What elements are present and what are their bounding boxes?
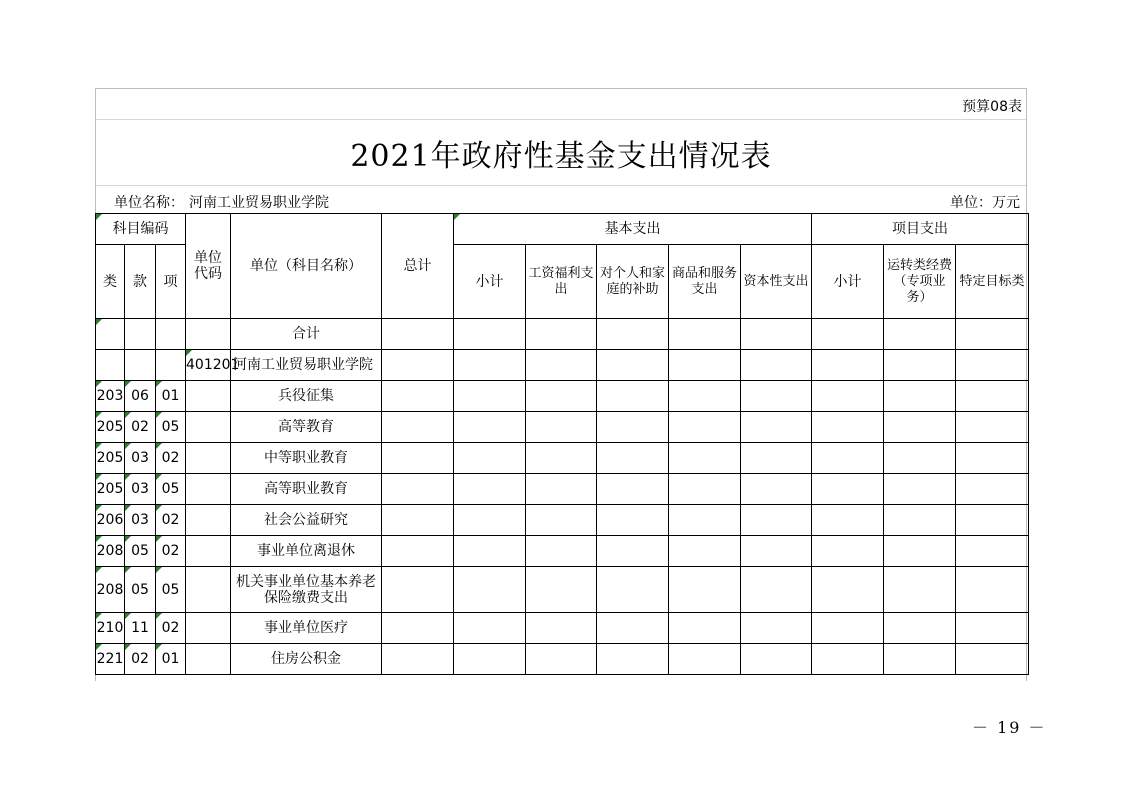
- cell-unit-code: [186, 567, 231, 613]
- cell-name: 机关事业单位基本养老保险缴费支出: [231, 567, 382, 613]
- cell-name: 合计: [231, 319, 382, 350]
- cell-lei: 206: [96, 505, 125, 536]
- cell-value: [669, 319, 741, 350]
- cell-value: [741, 350, 812, 381]
- amount-unit: 单位：万元: [950, 195, 1020, 211]
- cell-value: [956, 412, 1029, 443]
- cell-value: [812, 412, 884, 443]
- cell-value: [526, 381, 597, 412]
- cell-value: [741, 536, 812, 567]
- cell-value: [526, 474, 597, 505]
- header-xiang: 项: [156, 245, 186, 319]
- cell-value: [597, 443, 669, 474]
- cell-value: [526, 613, 597, 644]
- cell-value: [741, 567, 812, 613]
- cell-value: [454, 474, 526, 505]
- cell-unit-code: [186, 412, 231, 443]
- cell-unit-code: [186, 381, 231, 412]
- cell-kuan: [125, 350, 156, 381]
- cell-lei: 221: [96, 644, 125, 675]
- cell-lei: [96, 350, 125, 381]
- cell-value: [956, 381, 1029, 412]
- cell-value: [526, 412, 597, 443]
- cell-value: [597, 319, 669, 350]
- cell-value: [884, 443, 956, 474]
- cell-value: [454, 505, 526, 536]
- cell-value: [669, 644, 741, 675]
- cell-value: [669, 350, 741, 381]
- cell-value: [884, 381, 956, 412]
- cell-value: [812, 350, 884, 381]
- divider: [96, 185, 1026, 186]
- cell-value: [526, 319, 597, 350]
- cell-xiang: 02: [156, 505, 186, 536]
- header-specific-targets: 特定目标类: [956, 245, 1029, 319]
- header-basic-expenditure: 基本支出: [454, 214, 812, 245]
- cell-value: [669, 381, 741, 412]
- cell-value: [741, 474, 812, 505]
- cell-name: 社会公益研究: [231, 505, 382, 536]
- divider: [96, 119, 1026, 120]
- header-capital: 资本性支出: [741, 245, 812, 319]
- cell-xiang: [156, 350, 186, 381]
- cell-value: [597, 412, 669, 443]
- cell-value: [956, 567, 1029, 613]
- cell-value: [956, 644, 1029, 675]
- cell-unit-code: [186, 505, 231, 536]
- cell-kuan: 11: [125, 613, 156, 644]
- cell-xiang: [156, 319, 186, 350]
- cell-value: [669, 412, 741, 443]
- header-project-expenditure: 项目支出: [812, 214, 1029, 245]
- cell-value: [382, 412, 454, 443]
- cell-value: [956, 443, 1029, 474]
- header-basic-subtotal: 小计: [454, 245, 526, 319]
- header-kuan: 款: [125, 245, 156, 319]
- cell-value: [597, 381, 669, 412]
- cell-kuan: 05: [125, 536, 156, 567]
- cell-value: [741, 443, 812, 474]
- cell-value: [597, 474, 669, 505]
- cell-value: [669, 443, 741, 474]
- cell-value: [812, 613, 884, 644]
- unit-name-value: 河南工业贸易职业学院: [189, 195, 329, 211]
- cell-value: [454, 319, 526, 350]
- cell-value: [526, 644, 597, 675]
- cell-value: [956, 613, 1029, 644]
- cell-value: [597, 644, 669, 675]
- cell-xiang: 05: [156, 474, 186, 505]
- cell-xiang: 02: [156, 613, 186, 644]
- header-personal-family-subsidy: 对个人和家庭的补助: [597, 245, 669, 319]
- cell-value: [741, 644, 812, 675]
- cell-value: [884, 505, 956, 536]
- cell-kuan: 03: [125, 474, 156, 505]
- table-row: [96, 412, 1029, 443]
- cell-name: 事业单位医疗: [231, 613, 382, 644]
- cell-value: [526, 350, 597, 381]
- cell-value: [741, 505, 812, 536]
- cell-value: [741, 319, 812, 350]
- cell-kuan: 03: [125, 443, 156, 474]
- cell-value: [597, 350, 669, 381]
- cell-xiang: 05: [156, 412, 186, 443]
- cell-value: [669, 505, 741, 536]
- cell-value: [884, 474, 956, 505]
- cell-value: [454, 536, 526, 567]
- cell-value: [884, 536, 956, 567]
- table-row: [96, 567, 1029, 613]
- cell-kuan: 02: [125, 412, 156, 443]
- cell-value: [884, 613, 956, 644]
- cell-value: [382, 536, 454, 567]
- cell-value: [454, 412, 526, 443]
- cell-value: [812, 536, 884, 567]
- cell-lei: 208: [96, 567, 125, 613]
- cell-value: [812, 381, 884, 412]
- cell-lei: [96, 319, 125, 350]
- cell-value: [812, 474, 884, 505]
- cell-lei: 203: [96, 381, 125, 412]
- cell-lei: 205: [96, 443, 125, 474]
- cell-value: [597, 536, 669, 567]
- cell-value: [454, 567, 526, 613]
- cell-value: [597, 613, 669, 644]
- cell-lei: 205: [96, 474, 125, 505]
- cell-value: [884, 319, 956, 350]
- cell-value: [382, 505, 454, 536]
- cell-value: [956, 505, 1029, 536]
- cell-value: [884, 350, 956, 381]
- cell-name: 事业单位离退休: [231, 536, 382, 567]
- header-total: 总计: [382, 214, 454, 319]
- table-row: [96, 474, 1029, 505]
- cell-value: [382, 613, 454, 644]
- cell-xiang: 05: [156, 567, 186, 613]
- unit-name-label: 单位名称：: [114, 195, 184, 211]
- cell-value: [956, 350, 1029, 381]
- cell-value: [884, 412, 956, 443]
- table-row: [96, 319, 1029, 350]
- cell-unit-code: 401201: [186, 350, 231, 381]
- cell-value: [669, 474, 741, 505]
- cell-value: [812, 505, 884, 536]
- cell-name: 中等职业教育: [231, 443, 382, 474]
- header-project-subtotal: 小计: [812, 245, 884, 319]
- cell-value: [741, 613, 812, 644]
- cell-value: [454, 613, 526, 644]
- form-number: 预算08表: [962, 99, 1022, 115]
- cell-kuan: 05: [125, 567, 156, 613]
- cell-unit-code: [186, 443, 231, 474]
- unit-info-row: [96, 189, 1026, 213]
- expenditure-table: [95, 213, 1029, 675]
- cell-lei: 208: [96, 536, 125, 567]
- budget-sheet: [95, 88, 1027, 681]
- cell-value: [812, 644, 884, 675]
- cell-name: 高等教育: [231, 412, 382, 443]
- cell-unit-code: [186, 319, 231, 350]
- table-row: [96, 644, 1029, 675]
- cell-name: 河南工业贸易职业学院: [231, 350, 382, 381]
- header-wages-welfare: 工资福利支出: [526, 245, 597, 319]
- cell-value: [812, 567, 884, 613]
- cell-value: [956, 536, 1029, 567]
- cell-value: [526, 505, 597, 536]
- cell-value: [741, 381, 812, 412]
- cell-unit-code: [186, 474, 231, 505]
- cell-value: [884, 644, 956, 675]
- cell-kuan: [125, 319, 156, 350]
- cell-xiang: 01: [156, 644, 186, 675]
- table-row: [96, 443, 1029, 474]
- cell-lei: 210: [96, 613, 125, 644]
- cell-value: [526, 567, 597, 613]
- cell-lei: 205: [96, 412, 125, 443]
- header-transfer-funds: 运转类经费（专项业务）: [884, 245, 956, 319]
- cell-value: [597, 567, 669, 613]
- page-title: 2021年政府性基金支出情况表: [350, 139, 772, 174]
- cell-value: [956, 474, 1029, 505]
- cell-xiang: 02: [156, 443, 186, 474]
- cell-value: [597, 505, 669, 536]
- cell-value: [526, 443, 597, 474]
- cell-value: [454, 644, 526, 675]
- cell-name: 兵役征集: [231, 381, 382, 412]
- cell-value: [382, 644, 454, 675]
- cell-value: [454, 350, 526, 381]
- cell-value: [956, 319, 1029, 350]
- cell-value: [741, 412, 812, 443]
- cell-name: 高等职业教育: [231, 474, 382, 505]
- cell-name: 住房公积金: [231, 644, 382, 675]
- table-row: [96, 613, 1029, 644]
- cell-value: [669, 613, 741, 644]
- header-subject-code: 科目编码: [96, 214, 186, 245]
- cell-value: [526, 536, 597, 567]
- cell-value: [454, 443, 526, 474]
- table-row: [96, 536, 1029, 567]
- cell-unit-code: [186, 536, 231, 567]
- cell-xiang: 01: [156, 381, 186, 412]
- cell-value: [382, 319, 454, 350]
- table-row: [96, 350, 1029, 381]
- cell-value: [382, 474, 454, 505]
- cell-xiang: 02: [156, 536, 186, 567]
- page-number: － 19 －: [972, 718, 1047, 737]
- cell-value: [382, 443, 454, 474]
- cell-value: [812, 443, 884, 474]
- header-goods-services: 商品和服务支出: [669, 245, 741, 319]
- header-unit-code: 单位代码: [186, 214, 231, 319]
- cell-unit-code: [186, 644, 231, 675]
- cell-value: [454, 381, 526, 412]
- table-row: [96, 505, 1029, 536]
- cell-value: [382, 381, 454, 412]
- cell-kuan: 06: [125, 381, 156, 412]
- cell-value: [669, 536, 741, 567]
- cell-value: [382, 567, 454, 613]
- cell-kuan: 02: [125, 644, 156, 675]
- header-unit-subject-name: 单位（科目名称）: [231, 214, 382, 319]
- header-lei: 类: [96, 245, 125, 319]
- cell-value: [382, 350, 454, 381]
- cell-value: [884, 567, 956, 613]
- cell-value: [669, 567, 741, 613]
- cell-unit-code: [186, 613, 231, 644]
- cell-value: [812, 319, 884, 350]
- cell-kuan: 03: [125, 505, 156, 536]
- table-row: [96, 381, 1029, 412]
